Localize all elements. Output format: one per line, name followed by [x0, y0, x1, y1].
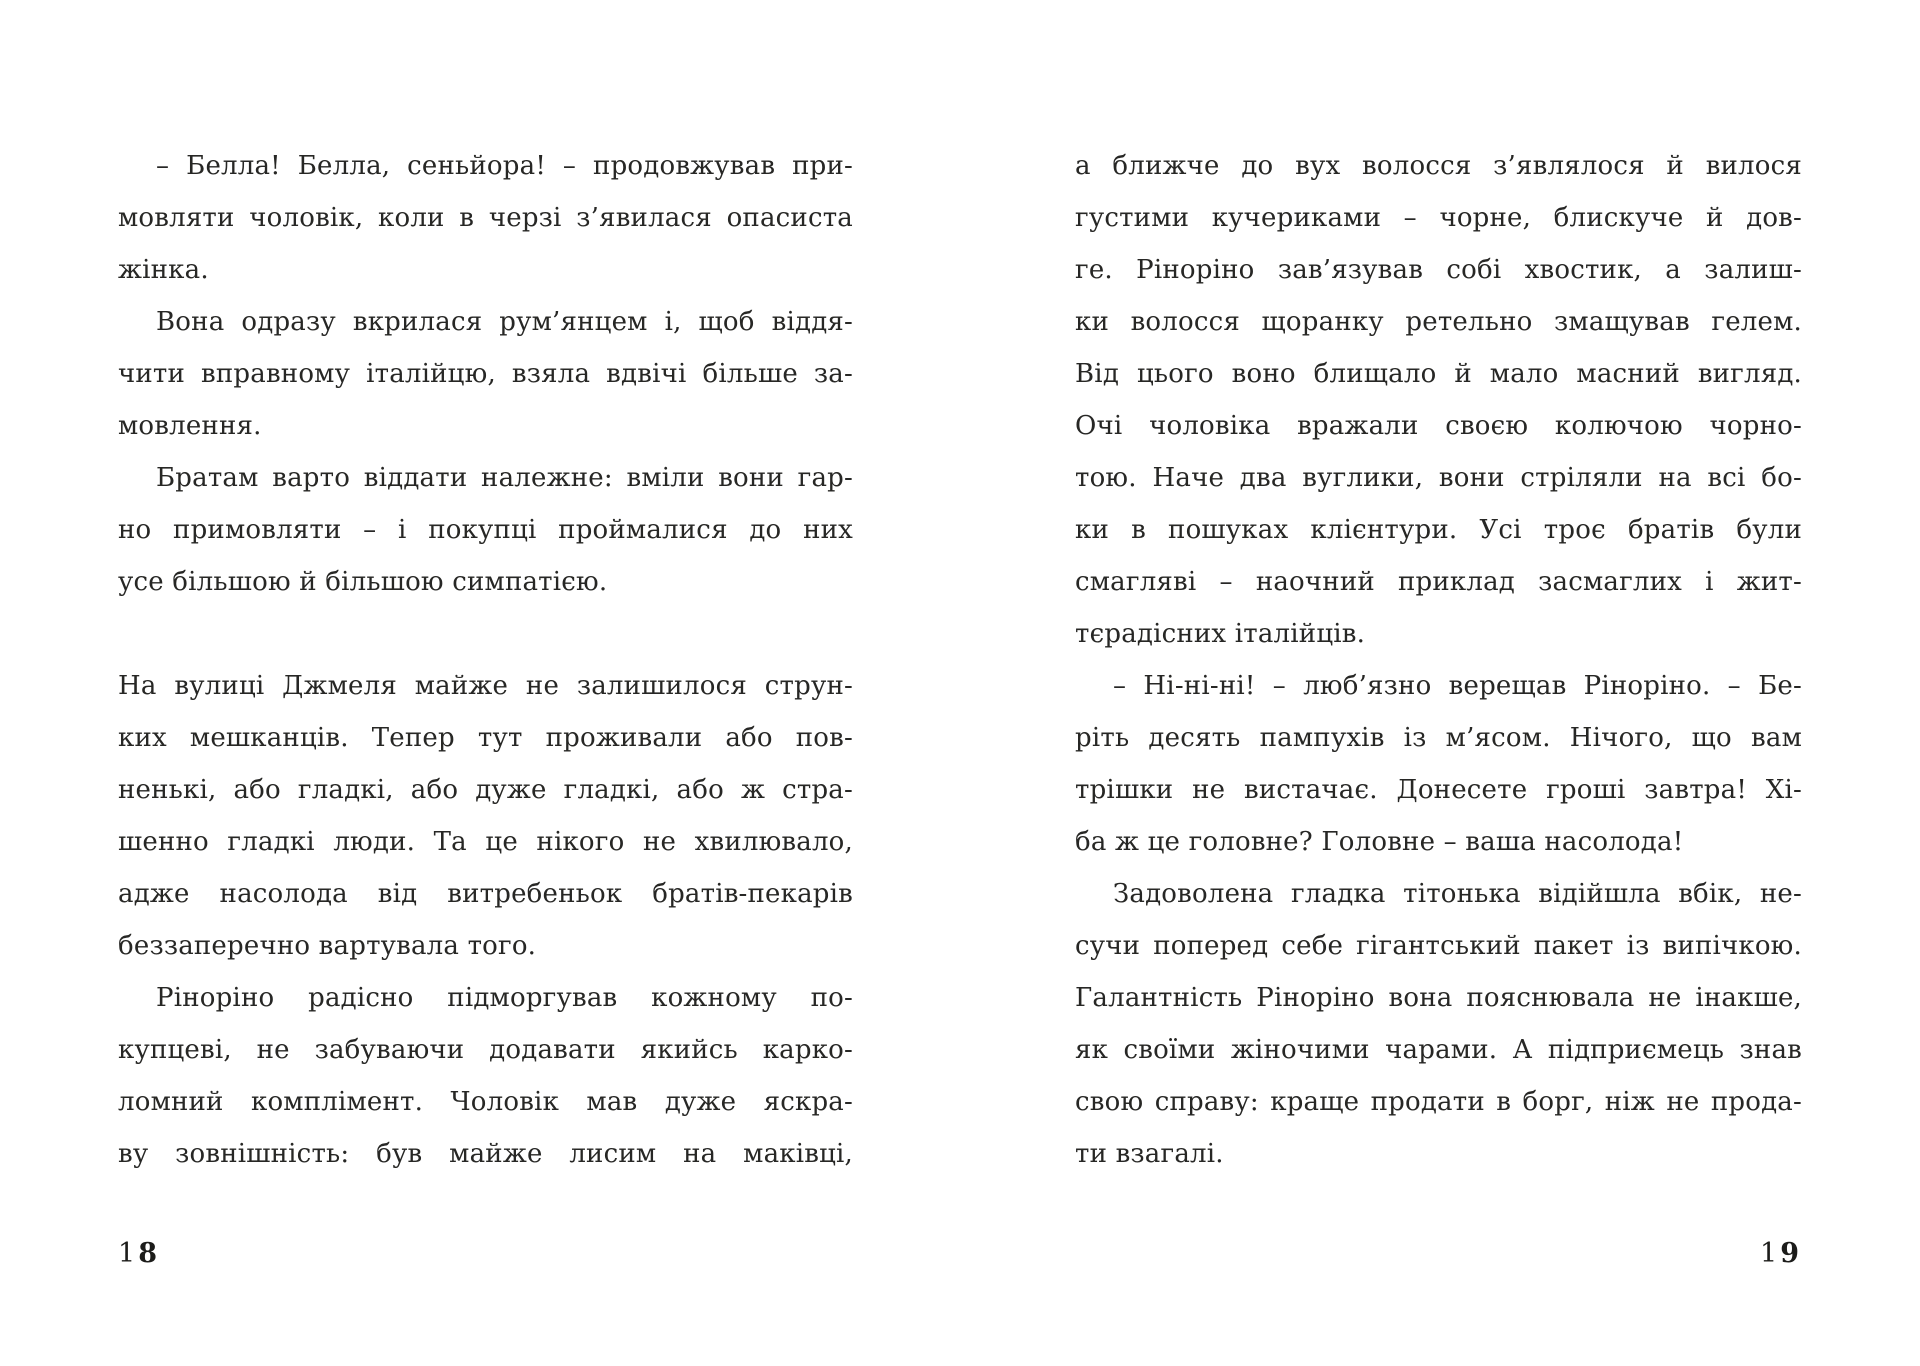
text-line: ву зовнішність: був майже лисим на маківці, — [118, 1139, 853, 1169]
text-line: мовляти чоловік, коли в черзі з’явилася опасиста — [118, 203, 853, 233]
text-line: свою справу: краще продати в борг, ніж не прода- — [1075, 1087, 1802, 1117]
text-column-right — [1075, 140, 1802, 1180]
text-line: ломний комплімент. Чоловік мав дуже яскра- — [118, 1087, 853, 1117]
text-line: як своїми жіночими чарами. А підприємець знав — [1075, 1035, 1802, 1065]
text-line: На вулиці Джмеля майже не залишилося струн- — [118, 671, 853, 701]
text-line: адже насолода від витребеньок братів-пекарів — [118, 879, 853, 909]
text-line: ти взагалі. — [1075, 1139, 1224, 1169]
text-line: чити вправному італійцю, взяла вдвічі більше за- — [118, 359, 853, 389]
page-number-left — [118, 1234, 160, 1274]
page-number-right-digit-1: 1 — [1760, 1238, 1781, 1269]
text-line: Галантність Ріноріно вона пояснювала не інакше, — [1075, 983, 1802, 1013]
text-line: беззаперечно вартувала того. — [118, 931, 537, 961]
text-line: а ближче до вух волосся з’являлося й вилося — [1075, 151, 1802, 181]
page-number-right — [1075, 1234, 1802, 1274]
text-line: – Ні-ні-ні! – люб’язно верещав Ріноріно. – Бе- — [1113, 671, 1802, 701]
text-line: ге. Ріноріно зав’язував собі хвостик, а залиш- — [1075, 255, 1802, 285]
page-number-right-digit-2: 9 — [1780, 1238, 1802, 1269]
text-line: Задоволена гладка тітонька відійшла вбік, не- — [1113, 879, 1802, 909]
text-line: смагляві – наочний приклад засмаглих і жит- — [1075, 567, 1802, 597]
text-line: но примовляти – і покупці проймалися до них — [118, 515, 853, 545]
text-line: купцеві, не забуваючи додавати якийсь карко- — [118, 1035, 853, 1065]
text-line: Від цього воно блищало й мало масний вигляд. — [1075, 359, 1802, 389]
text-line: трішки не вистачає. Донесете гроші завтра! Хі- — [1075, 775, 1802, 805]
text-line: Очі чоловіка вражали своєю колючою чорно- — [1075, 411, 1802, 441]
text-line: ки волосся щоранку ретельно змащував гелем. — [1075, 307, 1802, 337]
text-line: густими кучериками – чорне, блискуче й дов- — [1075, 203, 1802, 233]
text-line: ки в пошуках клієнтури. Усі троє братів були — [1075, 515, 1802, 545]
text-line: Ріноріно радісно підморгував кожному по- — [156, 983, 853, 1013]
text-line: Братам варто віддати належне: вміли вони гар- — [156, 463, 853, 493]
text-line: тою. Наче два вуглики, вони стріляли на всі бо- — [1075, 463, 1802, 493]
page-number-left-digit-2: 8 — [138, 1238, 160, 1269]
text-line: мовлення. — [118, 411, 262, 441]
text-line: ба ж це головне? Головне – ваша насолода! — [1075, 827, 1684, 857]
paragraph-spacer — [118, 608, 853, 660]
text-line: тєрадісних італійців. — [1075, 619, 1366, 649]
text-line: Вона одразу вкрилася рум’янцем і, щоб віддя- — [156, 307, 853, 337]
text-line: усе більшою й більшою симпатією. — [118, 567, 608, 597]
text-column-left — [118, 140, 853, 1180]
text-line: шенно гладкі люди. Та це нікого не хвилювало, — [118, 827, 853, 857]
text-line: ріть десять пампухів із м’ясом. Нічого, що вам — [1075, 723, 1802, 753]
text-line: жінка. — [118, 255, 209, 285]
text-line: – Белла! Белла, сеньйора! – продовжував при- — [156, 151, 853, 181]
text-line: сучи поперед себе гігантський пакет із випічкою. — [1075, 931, 1802, 961]
page-number-left-digit-1: 1 — [118, 1238, 139, 1269]
text-line: ненькі, або гладкі, або дуже гладкі, або ж стра- — [118, 775, 853, 805]
text-line: ких мешканців. Тепер тут проживали або пов- — [118, 723, 853, 753]
